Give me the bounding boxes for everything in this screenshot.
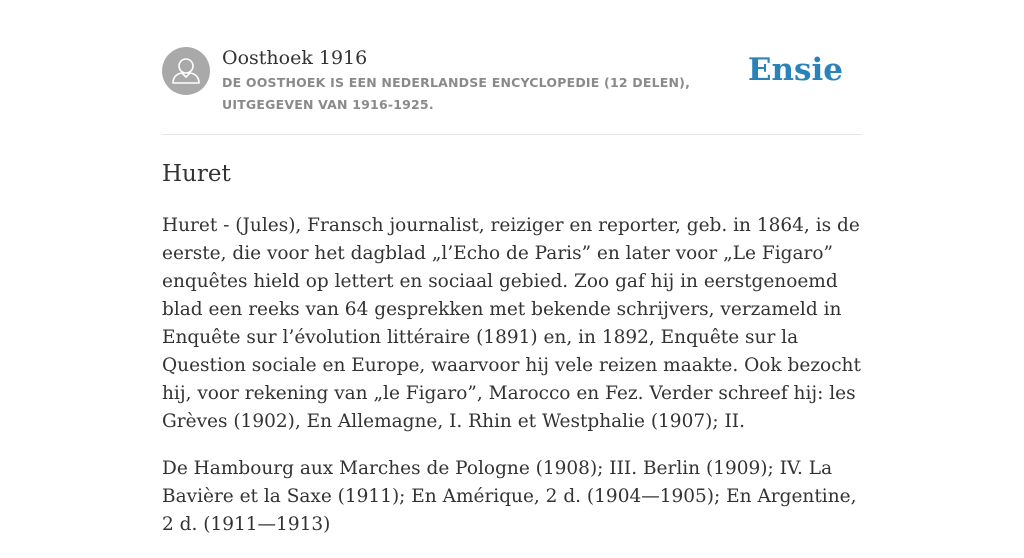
content-container [162,0,862,135]
article-paragraph: De Hambourg aux Marches de Pologne (1908); III. Berlin (1909); IV. La Bavière et la Saxe (1911); En Amérique, 2 d. (1904—1905); En Argentine, 2 d. (1911—1913) [162,458,857,535]
brand-logo[interactable]: Ensie [747,52,843,88]
article-paragraph: Huret - (Jules), Fransch journalist, reiziger en reporter, geb. in 1864, is de eerste, die voor het dagblad „l’Echo de Paris” en later voor „Le Figaro” enquêtes hield op lettert en sociaal gebied. Zoo gaf hij in eerstgenoemd blad een reeks van 64 gesprekken met bekende schrijvers, verzameld in Enquête sur l’évolution littéraire (1891) en, in 1892, Enquête sur la Question sociale en Europe, waarvoor hij vele reizen maakte. Ook bezocht hij, voor rekening van „le Figaro”, Marocco en Fez. Verder schreef hij: les Grèves (1902), En Allemagne, I. Rhin et Westphalie (1907); II. [162,215,861,432]
user-icon [162,47,210,95]
source-title[interactable]: Oosthoek 1916 [222,47,368,69]
source-header [162,0,862,135]
source-description: DE OOSTHOEK IS EEN NEDERLANDSE ENCYCLOPEDIE (12 DELEN), UITGEGEVEN VAN 1916-1925. [222,75,691,112]
avatar[interactable] [162,47,210,95]
article-body [162,212,862,558]
article-title: Huret [162,161,231,187]
